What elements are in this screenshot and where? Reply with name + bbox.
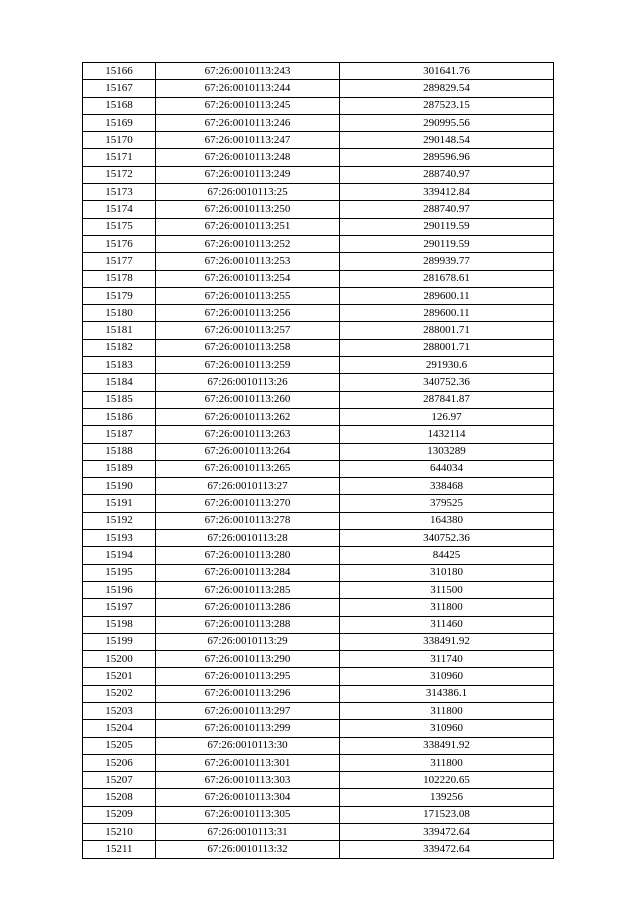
value-cell: 1432114	[340, 426, 554, 443]
cadastral-number-cell: 67:26:0010113:265	[156, 460, 340, 477]
cadastral-value-table	[82, 62, 554, 859]
row-number-cell: 15177	[83, 253, 156, 270]
value-cell: 126.97	[340, 408, 554, 425]
row-number-cell: 15170	[83, 132, 156, 149]
row-number-cell: 15175	[83, 218, 156, 235]
cadastral-number-cell: 67:26:0010113:251	[156, 218, 340, 235]
row-number-cell: 15203	[83, 702, 156, 719]
row-number-cell: 15172	[83, 166, 156, 183]
cadastral-number-cell: 67:26:0010113:256	[156, 305, 340, 322]
table-row	[83, 184, 554, 201]
value-cell: 311800	[340, 599, 554, 616]
table-row	[83, 357, 554, 374]
table-row	[83, 806, 554, 823]
table-row	[83, 408, 554, 425]
table-row	[83, 218, 554, 235]
cadastral-number-cell: 67:26:0010113:31	[156, 824, 340, 841]
table-row	[83, 702, 554, 719]
cadastral-number-cell: 67:26:0010113:299	[156, 720, 340, 737]
cadastral-number-cell: 67:26:0010113:245	[156, 97, 340, 114]
table-row	[83, 685, 554, 702]
row-number-cell: 15185	[83, 391, 156, 408]
value-cell: 290995.56	[340, 114, 554, 131]
row-number-cell: 15199	[83, 633, 156, 650]
table-row	[83, 201, 554, 218]
cadastral-number-cell: 67:26:0010113:263	[156, 426, 340, 443]
table-row	[83, 114, 554, 131]
row-number-cell: 15181	[83, 322, 156, 339]
row-number-cell: 15166	[83, 63, 156, 80]
value-cell: 289600.11	[340, 305, 554, 322]
value-cell: 379525	[340, 495, 554, 512]
value-cell: 291930.6	[340, 357, 554, 374]
cadastral-number-cell: 67:26:0010113:305	[156, 806, 340, 823]
table-row	[83, 132, 554, 149]
value-cell: 1303289	[340, 443, 554, 460]
value-cell: 301641.76	[340, 63, 554, 80]
value-cell: 289596.96	[340, 149, 554, 166]
table-row	[83, 824, 554, 841]
cadastral-number-cell: 67:26:0010113:248	[156, 149, 340, 166]
cadastral-number-cell: 67:26:0010113:253	[156, 253, 340, 270]
table-row	[83, 339, 554, 356]
table-row	[83, 166, 554, 183]
value-cell: 290119.59	[340, 235, 554, 252]
cadastral-number-cell: 67:26:0010113:257	[156, 322, 340, 339]
table-row	[83, 547, 554, 564]
row-number-cell: 15196	[83, 581, 156, 598]
row-number-cell: 15208	[83, 789, 156, 806]
cadastral-number-cell: 67:26:0010113:29	[156, 633, 340, 650]
value-cell: 310960	[340, 668, 554, 685]
cadastral-number-cell: 67:26:0010113:27	[156, 478, 340, 495]
value-cell: 311800	[340, 754, 554, 771]
value-cell: 340752.36	[340, 374, 554, 391]
cadastral-number-cell: 67:26:0010113:259	[156, 357, 340, 374]
cadastral-number-cell: 67:26:0010113:290	[156, 651, 340, 668]
table-row	[83, 772, 554, 789]
cadastral-number-cell: 67:26:0010113:297	[156, 702, 340, 719]
value-cell: 339472.64	[340, 824, 554, 841]
cadastral-number-cell: 67:26:0010113:255	[156, 287, 340, 304]
cadastral-number-cell: 67:26:0010113:286	[156, 599, 340, 616]
value-cell: 311800	[340, 702, 554, 719]
value-cell: 311740	[340, 651, 554, 668]
row-number-cell: 15190	[83, 478, 156, 495]
row-number-cell: 15183	[83, 357, 156, 374]
row-number-cell: 15195	[83, 564, 156, 581]
row-number-cell: 15171	[83, 149, 156, 166]
value-cell: 338468	[340, 478, 554, 495]
cadastral-number-cell: 67:26:0010113:280	[156, 547, 340, 564]
value-cell: 314386.1	[340, 685, 554, 702]
row-number-cell: 15184	[83, 374, 156, 391]
table-row	[83, 599, 554, 616]
row-number-cell: 15186	[83, 408, 156, 425]
value-cell: 288740.97	[340, 166, 554, 183]
row-number-cell: 15169	[83, 114, 156, 131]
value-cell: 171523.08	[340, 806, 554, 823]
cadastral-number-cell: 67:26:0010113:246	[156, 114, 340, 131]
value-cell: 281678.61	[340, 270, 554, 287]
value-cell: 644034	[340, 460, 554, 477]
row-number-cell: 15202	[83, 685, 156, 702]
value-cell: 164380	[340, 512, 554, 529]
row-number-cell: 15187	[83, 426, 156, 443]
cadastral-number-cell: 67:26:0010113:284	[156, 564, 340, 581]
table-row	[83, 391, 554, 408]
table-row	[83, 322, 554, 339]
table-row	[83, 235, 554, 252]
row-number-cell: 15182	[83, 339, 156, 356]
table-row	[83, 460, 554, 477]
table-row	[83, 63, 554, 80]
row-number-cell: 15179	[83, 287, 156, 304]
value-cell: 311460	[340, 616, 554, 633]
cadastral-number-cell: 67:26:0010113:247	[156, 132, 340, 149]
value-cell: 289939.77	[340, 253, 554, 270]
table-row	[83, 478, 554, 495]
cadastral-number-cell: 67:26:0010113:244	[156, 80, 340, 97]
row-number-cell: 15180	[83, 305, 156, 322]
value-cell: 290148.54	[340, 132, 554, 149]
table-row	[83, 97, 554, 114]
value-cell: 289600.11	[340, 287, 554, 304]
value-cell: 288001.71	[340, 322, 554, 339]
table-row	[83, 426, 554, 443]
cadastral-number-cell: 67:26:0010113:28	[156, 530, 340, 547]
table-row	[83, 841, 554, 858]
cadastral-number-cell: 67:26:0010113:270	[156, 495, 340, 512]
value-cell: 290119.59	[340, 218, 554, 235]
value-cell: 287841.87	[340, 391, 554, 408]
cadastral-number-cell: 67:26:0010113:30	[156, 737, 340, 754]
row-number-cell: 15192	[83, 512, 156, 529]
value-cell: 139256	[340, 789, 554, 806]
table-row	[83, 668, 554, 685]
value-cell: 338491.92	[340, 737, 554, 754]
row-number-cell: 15206	[83, 754, 156, 771]
cadastral-number-cell: 67:26:0010113:254	[156, 270, 340, 287]
value-cell: 339412.84	[340, 184, 554, 201]
table-row	[83, 149, 554, 166]
row-number-cell: 15207	[83, 772, 156, 789]
cadastral-number-cell: 67:26:0010113:303	[156, 772, 340, 789]
row-number-cell: 15209	[83, 806, 156, 823]
cadastral-number-cell: 67:26:0010113:249	[156, 166, 340, 183]
value-cell: 310960	[340, 720, 554, 737]
cadastral-number-cell: 67:26:0010113:296	[156, 685, 340, 702]
value-cell: 311500	[340, 581, 554, 598]
row-number-cell: 15176	[83, 235, 156, 252]
row-number-cell: 15201	[83, 668, 156, 685]
value-cell: 102220.65	[340, 772, 554, 789]
cadastral-number-cell: 67:26:0010113:285	[156, 581, 340, 598]
table-row	[83, 737, 554, 754]
value-cell: 289829.54	[340, 80, 554, 97]
table-row	[83, 305, 554, 322]
row-number-cell: 15193	[83, 530, 156, 547]
table-row	[83, 564, 554, 581]
table-row	[83, 789, 554, 806]
table-row	[83, 530, 554, 547]
cadastral-number-cell: 67:26:0010113:26	[156, 374, 340, 391]
cadastral-number-cell: 67:26:0010113:260	[156, 391, 340, 408]
table-row	[83, 581, 554, 598]
cadastral-number-cell: 67:26:0010113:295	[156, 668, 340, 685]
row-number-cell: 15191	[83, 495, 156, 512]
value-cell: 84425	[340, 547, 554, 564]
cadastral-number-cell: 67:26:0010113:250	[156, 201, 340, 218]
table-row	[83, 616, 554, 633]
row-number-cell: 15189	[83, 460, 156, 477]
table-row	[83, 443, 554, 460]
row-number-cell: 15168	[83, 97, 156, 114]
cadastral-number-cell: 67:26:0010113:278	[156, 512, 340, 529]
table-row	[83, 754, 554, 771]
table-row	[83, 495, 554, 512]
table-row	[83, 80, 554, 97]
row-number-cell: 15210	[83, 824, 156, 841]
table-row	[83, 270, 554, 287]
row-number-cell: 15173	[83, 184, 156, 201]
table-row	[83, 651, 554, 668]
row-number-cell: 15194	[83, 547, 156, 564]
cadastral-number-cell: 67:26:0010113:32	[156, 841, 340, 858]
table-body	[83, 63, 554, 859]
value-cell: 339472.64	[340, 841, 554, 858]
value-cell: 340752.36	[340, 530, 554, 547]
cadastral-number-cell: 67:26:0010113:304	[156, 789, 340, 806]
cadastral-number-cell: 67:26:0010113:262	[156, 408, 340, 425]
row-number-cell: 15204	[83, 720, 156, 737]
cadastral-number-cell: 67:26:0010113:25	[156, 184, 340, 201]
row-number-cell: 15200	[83, 651, 156, 668]
table-row	[83, 287, 554, 304]
cadastral-number-cell: 67:26:0010113:301	[156, 754, 340, 771]
table-row	[83, 512, 554, 529]
value-cell: 287523.15	[340, 97, 554, 114]
table-row	[83, 374, 554, 391]
row-number-cell: 15167	[83, 80, 156, 97]
value-cell: 288740.97	[340, 201, 554, 218]
cadastral-number-cell: 67:26:0010113:243	[156, 63, 340, 80]
row-number-cell: 15174	[83, 201, 156, 218]
value-cell: 338491.92	[340, 633, 554, 650]
row-number-cell: 15205	[83, 737, 156, 754]
cadastral-number-cell: 67:26:0010113:264	[156, 443, 340, 460]
cadastral-number-cell: 67:26:0010113:252	[156, 235, 340, 252]
cadastral-number-cell: 67:26:0010113:288	[156, 616, 340, 633]
table-row	[83, 253, 554, 270]
table-row	[83, 633, 554, 650]
value-cell: 288001.71	[340, 339, 554, 356]
row-number-cell: 15197	[83, 599, 156, 616]
row-number-cell: 15188	[83, 443, 156, 460]
row-number-cell: 15198	[83, 616, 156, 633]
value-cell: 310180	[340, 564, 554, 581]
row-number-cell: 15178	[83, 270, 156, 287]
table-row	[83, 720, 554, 737]
cadastral-number-cell: 67:26:0010113:258	[156, 339, 340, 356]
row-number-cell: 15211	[83, 841, 156, 858]
